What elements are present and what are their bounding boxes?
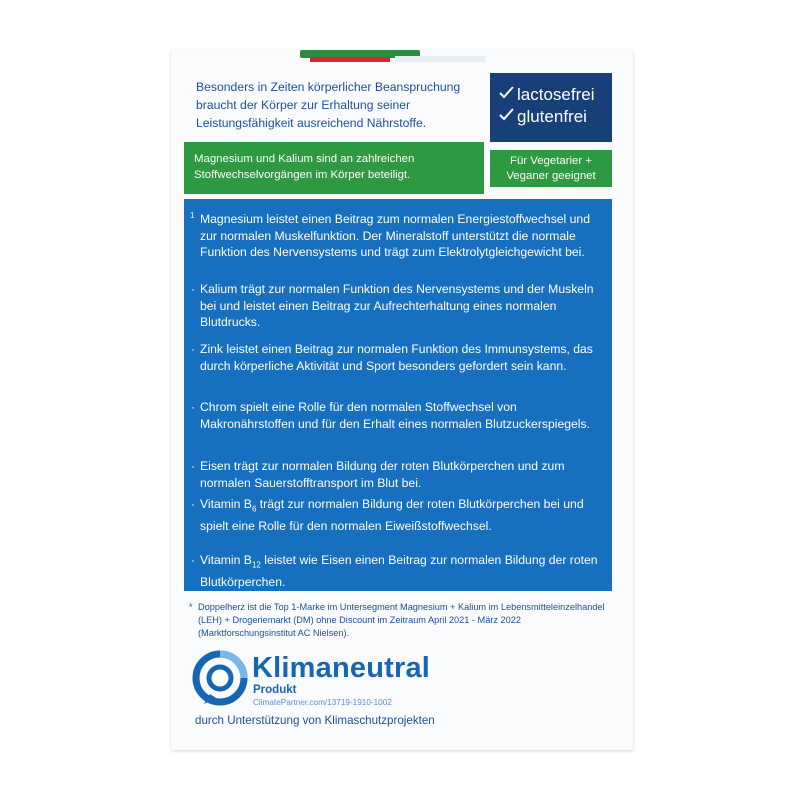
claim-text: Kalium trägt zur normalen Funktion des Nervensystems und der Muskeln bei und leistet einen Beitrag zur Aufrechterhaltung eines normalen Blutdrucks. bbox=[200, 282, 594, 329]
claim-magnesium bbox=[190, 211, 600, 261]
bullet: · bbox=[191, 497, 196, 511]
vegan-line-2: Veganer geeignet bbox=[506, 170, 596, 182]
lactosefrei-row bbox=[499, 84, 612, 106]
vegan-line-1: Für Vegetarier + bbox=[510, 155, 592, 167]
bullet: · bbox=[191, 459, 196, 473]
claim-text-prefix: Vitamin B bbox=[200, 553, 252, 567]
box-top-flap bbox=[300, 50, 490, 62]
footnote-text: Doppelherz ist die Top 1-Marke im Untersegment Magnesium + Kalium im Lebensmitteleinzelhandel (LEH) + Drogeriemarkt (DM) ohne Discount im Zeitraum April 2021 - März 2022 (Marktforschungsinstitut AC Nielsen). bbox=[198, 602, 605, 638]
subscript: 12 bbox=[251, 560, 261, 570]
check-icon bbox=[499, 84, 517, 106]
bullet: · bbox=[191, 342, 196, 356]
intro-text: Besonders in Zeiten körperlicher Beanspruchung braucht der Körper zur Erhaltung seiner Leistungsfähigkeit ausreichend Nährstoffe. bbox=[196, 80, 461, 130]
claim-text: Eisen trägt zur normalen Bildung der roten Blutkörperchen und zum normalen Sauerstofftransport im Blut bei. bbox=[200, 459, 565, 490]
claim-eisen bbox=[191, 458, 600, 491]
glutenfrei-row bbox=[499, 106, 612, 128]
climatepartner-logo-icon bbox=[192, 650, 248, 706]
footnote-marker: 1 bbox=[190, 211, 195, 220]
vegan-badge bbox=[490, 150, 612, 187]
climate-subtitle: Produkt bbox=[253, 684, 297, 696]
claim-vitamin-b6 bbox=[191, 496, 600, 534]
claim-text: Chrom spielt eine Rolle für den normalen Stoffwechsel von Makronährstoffen und für den Erhalt eines normalen Blutzuckerspiegels. bbox=[200, 400, 590, 431]
footnote-star: * bbox=[189, 602, 193, 612]
claim-text: Magnesium leistet einen Beitrag zum normalen Energiestoffwechsel und zur normalen Muskelfunktion. Der Mineralstoff unterstützt die normale Funktion des Nervensystems und trägt zum Elektrolytgleichgewicht bei. bbox=[200, 212, 590, 259]
claims-panel bbox=[184, 199, 612, 591]
climate-support-text: durch Unterstützung von Klimaschutzprojekten bbox=[195, 714, 435, 727]
glutenfrei-label: glutenfrei bbox=[517, 107, 587, 126]
green-info-box: Magnesium und Kalium sind an zahlreichen Stoffwechselvorgängen im Körper beteiligt. bbox=[184, 142, 484, 194]
free-from-badge bbox=[490, 73, 612, 142]
claim-chrom bbox=[191, 399, 600, 432]
claim-text: trägt zur normalen Bildung der roten Blutkörperchen bei und spielt eine Rolle für den normalen Eiweißstoffwechsel. bbox=[200, 497, 584, 533]
claim-text-prefix: Vitamin B bbox=[200, 497, 252, 511]
claim-kalium bbox=[191, 281, 600, 331]
bullet: · bbox=[191, 400, 196, 414]
bullet: · bbox=[191, 282, 196, 296]
claim-text: leistet wie Eisen einen Beitrag zur normalen Bildung der roten Blutkörperchen. bbox=[200, 553, 598, 589]
lactosefrei-label: lactosefrei bbox=[517, 85, 595, 104]
footnote bbox=[189, 601, 618, 640]
check-icon bbox=[499, 106, 517, 128]
climate-url: ClimatePartner.com/13719-1910-1002 bbox=[253, 698, 392, 707]
claim-text: Zink leistet einen Beitrag zur normalen Funktion des Immunsystems, das durch körperliche Aktivität und Sport besonders gefordert sein kann. bbox=[200, 342, 593, 373]
subscript: 6 bbox=[251, 504, 257, 514]
claim-vitamin-b12 bbox=[191, 552, 600, 590]
claim-zink bbox=[191, 341, 600, 374]
bullet: · bbox=[191, 553, 196, 567]
climate-title: Klimaneutral bbox=[252, 652, 431, 684]
